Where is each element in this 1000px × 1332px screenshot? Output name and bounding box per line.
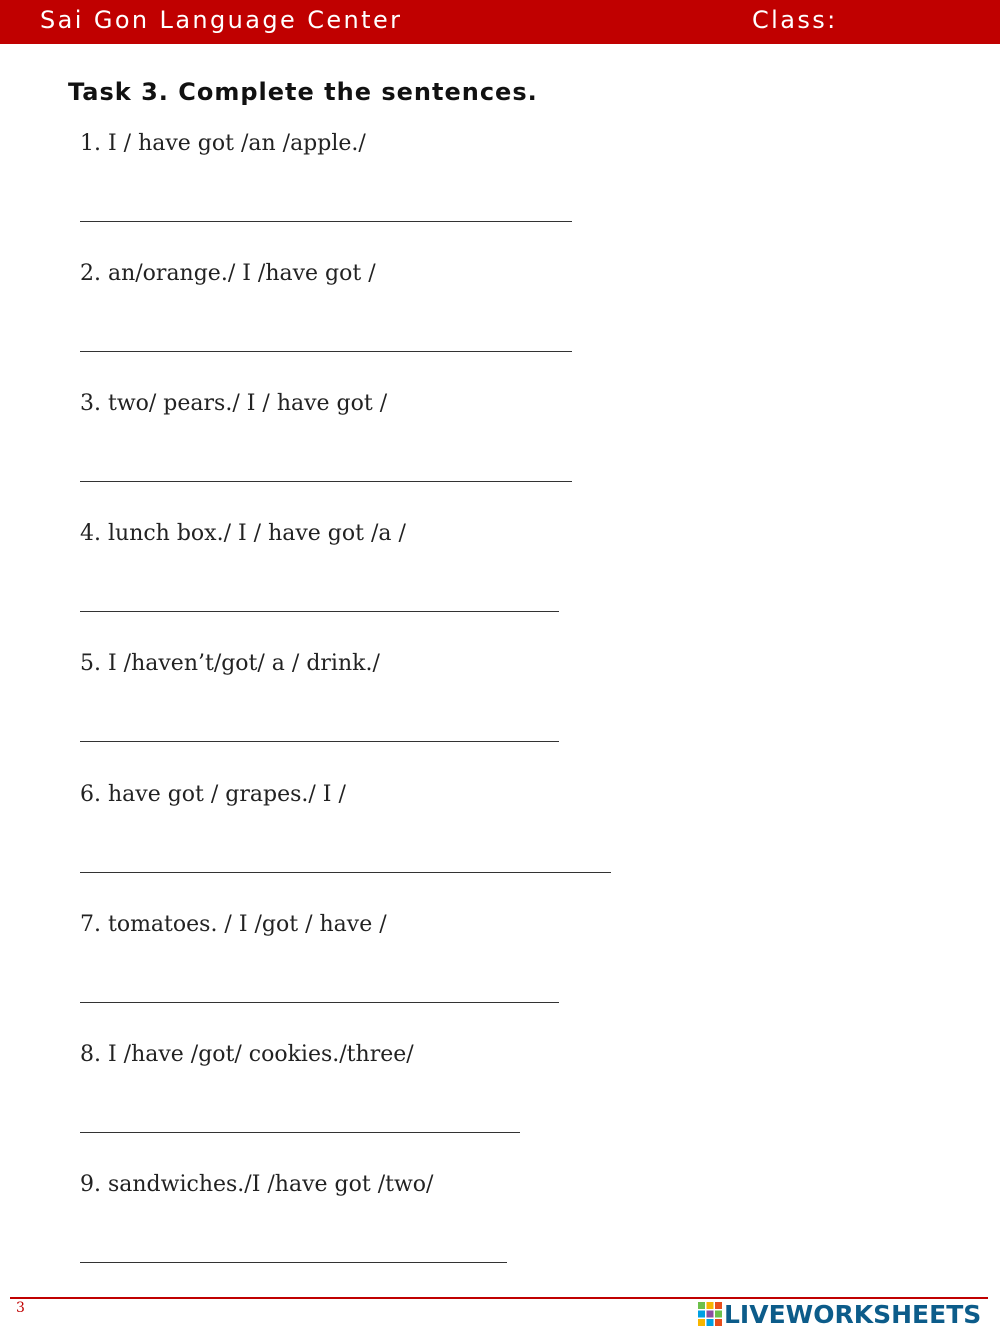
header-bar xyxy=(0,0,1000,44)
question-3: 3. two/ pears./ I / have got / xyxy=(80,391,388,416)
question-9: 9. sandwiches./I /have got /two/ xyxy=(80,1172,434,1197)
page-number: 3 xyxy=(16,1300,25,1316)
question-2: 2. an/orange./ I /have got / xyxy=(80,261,376,286)
answer-line-2[interactable] xyxy=(80,351,572,352)
question-5: 5. I /haven’t/got/ a / drink./ xyxy=(80,651,380,676)
answer-line-5[interactable] xyxy=(80,741,559,742)
question-1: 1. I / have got /an /apple./ xyxy=(80,131,366,156)
center-name: Sai Gon Language Center xyxy=(40,6,403,34)
question-8: 8. I /have /got/ cookies./three/ xyxy=(80,1042,414,1067)
question-7: 7. tomatoes. / I /got / have / xyxy=(80,912,387,937)
answer-line-7[interactable] xyxy=(80,1002,559,1003)
question-6: 6. have got / grapes./ I / xyxy=(80,782,346,807)
answer-line-3[interactable] xyxy=(80,481,572,482)
answer-line-8[interactable] xyxy=(80,1132,520,1133)
question-4: 4. lunch box./ I / have got /a / xyxy=(80,521,406,546)
brand-text: LIVEWORKSHEETS xyxy=(724,1299,982,1329)
liveworksheets-brand[interactable] xyxy=(698,1300,981,1328)
answer-line-6[interactable] xyxy=(80,872,611,873)
answer-line-4[interactable] xyxy=(80,611,559,612)
answer-line-9[interactable] xyxy=(80,1262,507,1263)
class-label: Class: xyxy=(752,6,838,34)
liveworksheets-logo-icon xyxy=(698,1302,722,1326)
answer-line-1[interactable] xyxy=(80,221,572,222)
task-title: Task 3. Complete the sentences. xyxy=(68,78,538,106)
